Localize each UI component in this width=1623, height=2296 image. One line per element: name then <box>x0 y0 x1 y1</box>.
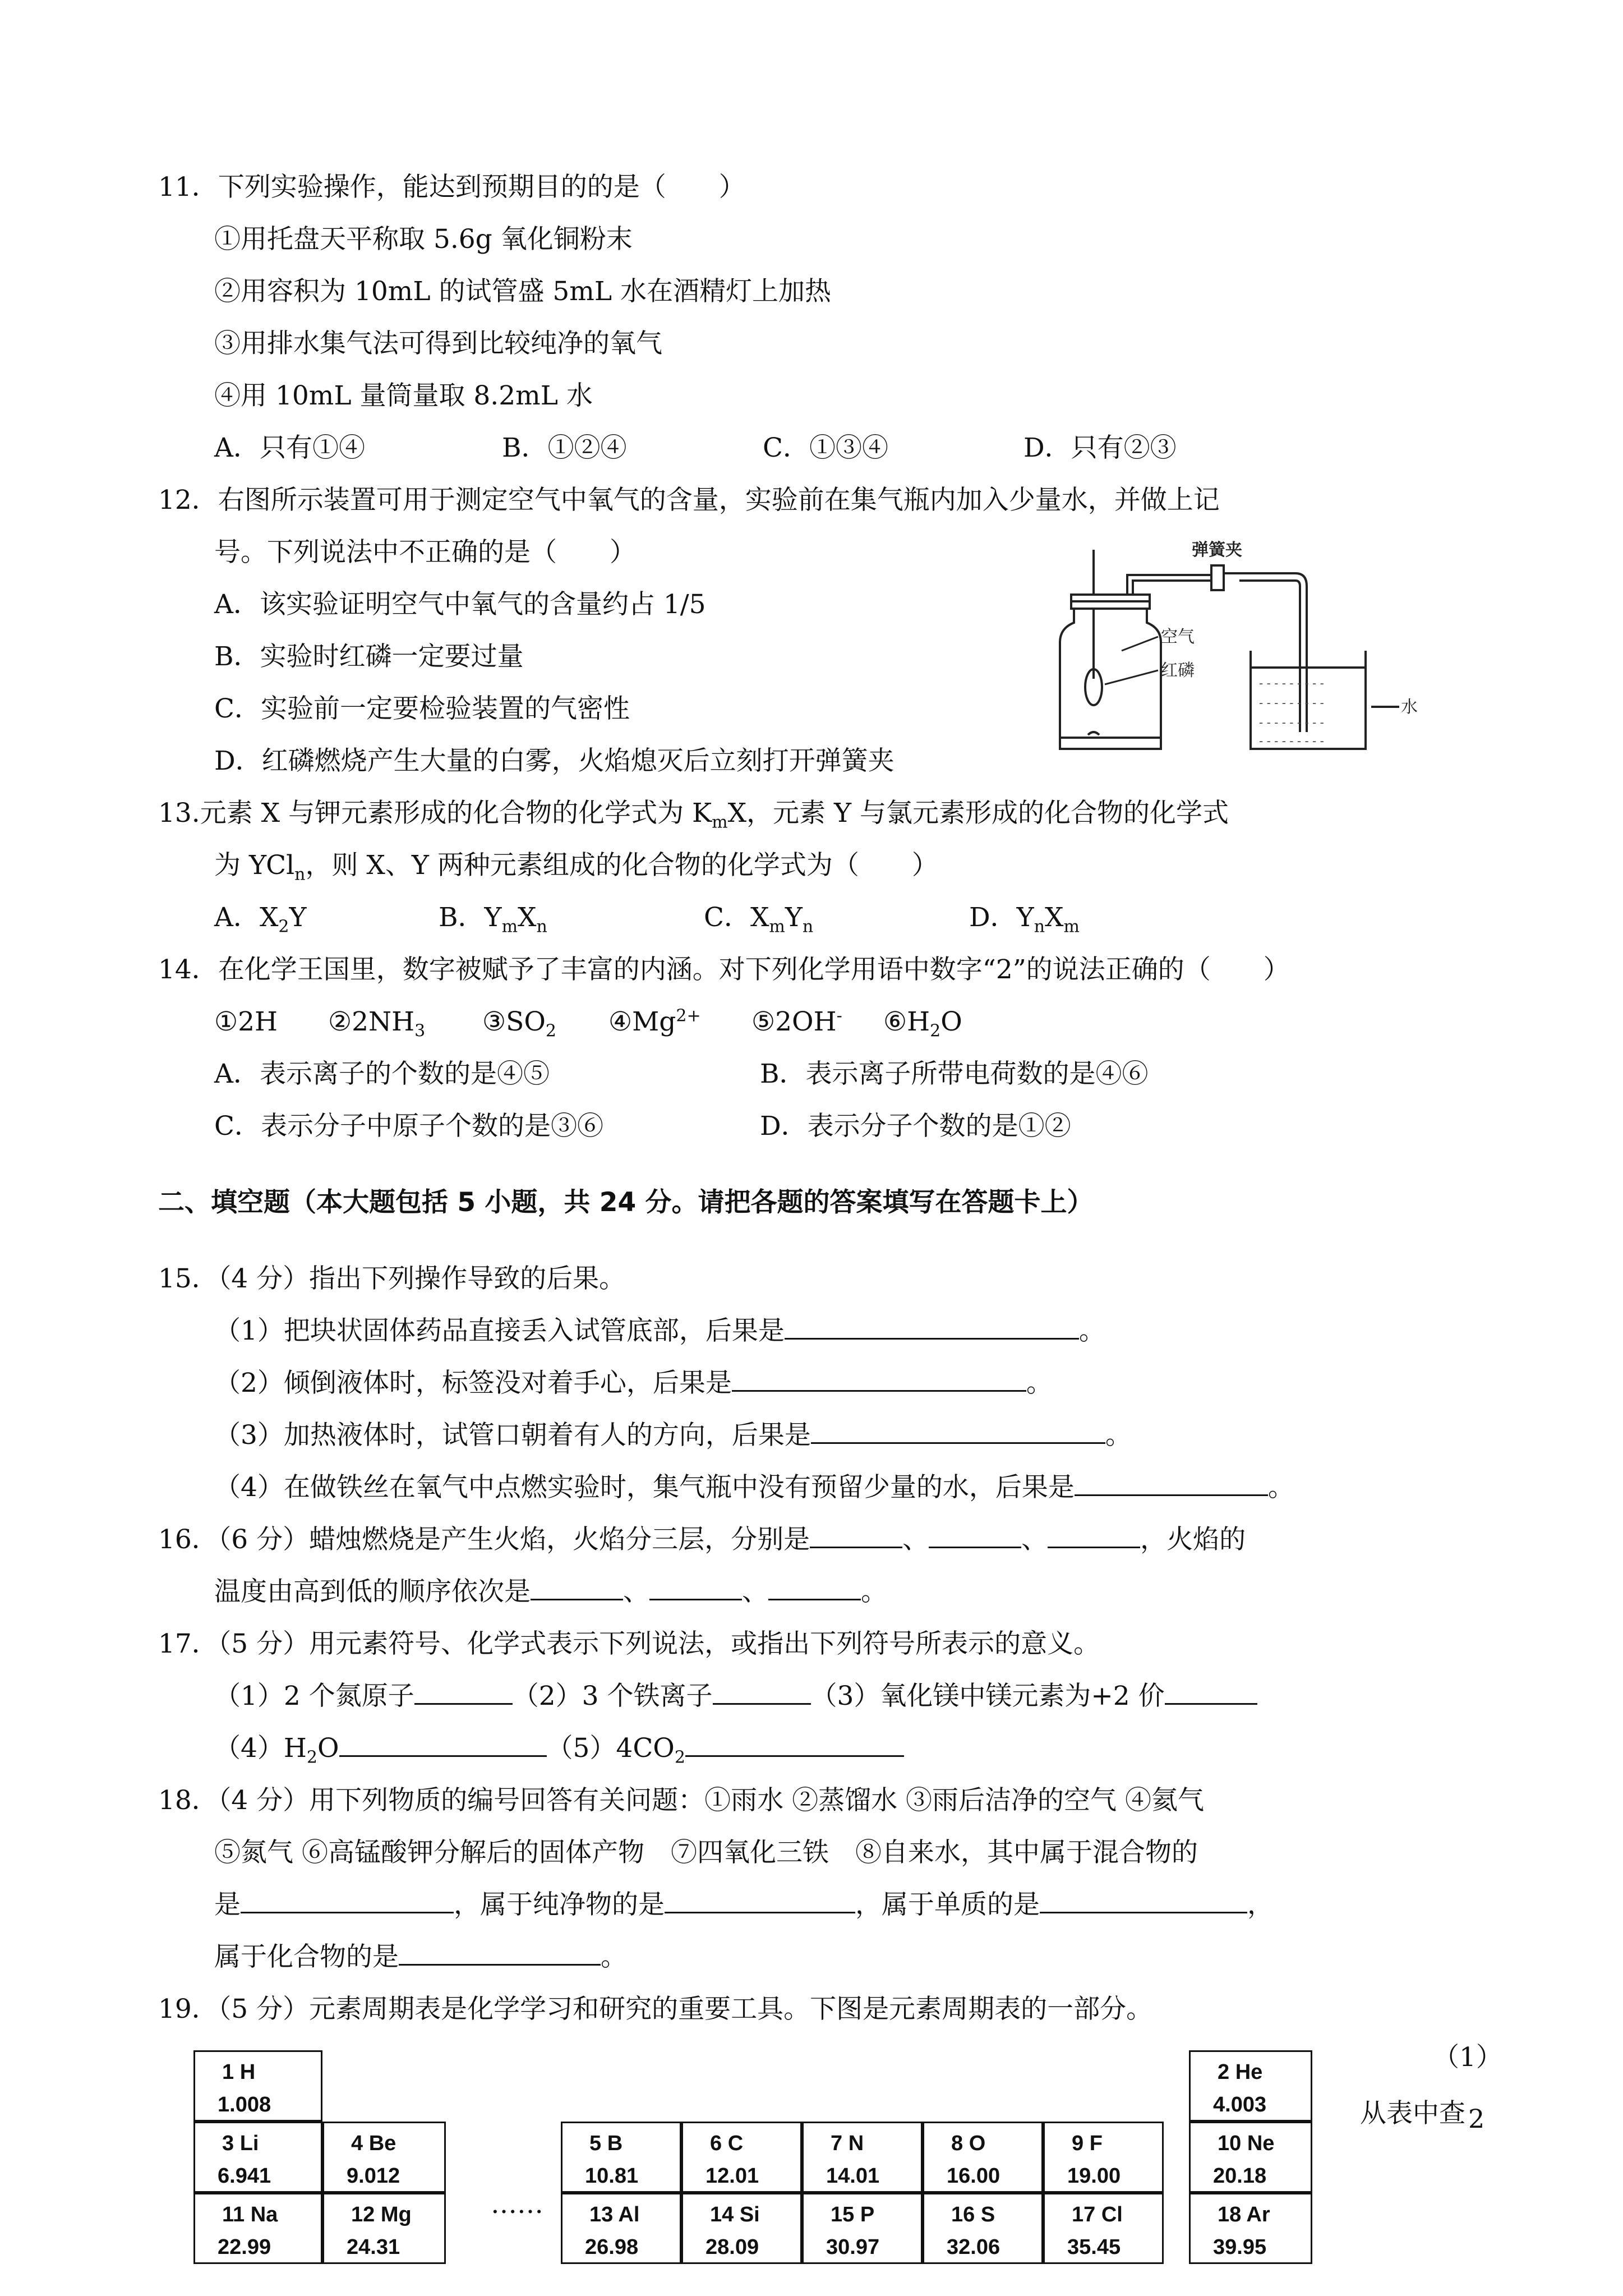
q12-option-b: B．实验时红磷一定要过量 <box>214 641 524 672</box>
q13-option-c: C．$X_mY_n$ <box>704 902 814 937</box>
q13-line-1: 13.元素 X 与钾元素形成的化合物的化学式为 $K_mX$，元素 Y 与氯元素形成的化合物的化学式 <box>158 798 1229 832</box>
q16-blank-6[interactable] <box>768 1576 861 1600</box>
q17-blank-2[interactable] <box>713 1681 811 1705</box>
q15-item-4: （4）在做铁丝在氧气中点燃实验时，集气瓶中没有预留少量的水，后果是 。 <box>214 1472 1294 1503</box>
q14-symbol-4: $④Mg^{2+}$ <box>608 1006 701 1037</box>
q13-option-b: B．$Y_mX_n$ <box>439 902 547 937</box>
element-number-symbol: 4 Be <box>351 2132 396 2155</box>
element-number-symbol: 12 Mg <box>351 2203 412 2226</box>
q15-item-1: （1）把块状固体药品直接丢入试管底部，后果是 。 <box>214 1315 1105 1346</box>
element-cell-be <box>322 2122 446 2193</box>
q18-blank-3[interactable] <box>1040 1889 1247 1913</box>
q17-row-1: （1）2 个氮原子 （2）3 个铁离子 （3）氧化镁中镁元素为+2 价 <box>214 1680 1257 1713</box>
q19-side-2: 从表中查 <box>1360 2098 1465 2129</box>
q19-stem: 19．（5 分）元素周期表是化学学习和研究的重要工具。下图是元素周期表的一部分。 <box>158 1994 1153 2024</box>
svg-text:- - - - - - - - -: - - - - - - - - - <box>1259 677 1324 690</box>
element-cell-si <box>681 2193 802 2264</box>
element-mass: 35.45 <box>1067 2235 1121 2259</box>
air-label: 空气 <box>1161 627 1195 647</box>
q11-item-3: ③用排水集气法可得到比较纯净的氧气 <box>214 328 662 359</box>
element-number-symbol: 17 Cl <box>1072 2203 1123 2226</box>
element-cell-ar <box>1189 2193 1312 2264</box>
element-mass: 6.941 <box>218 2164 271 2188</box>
oxygen-measurement-apparatus-figure <box>1049 539 1430 752</box>
element-number-symbol: 11 Na <box>222 2203 278 2226</box>
element-number-symbol: 3 Li <box>222 2132 259 2155</box>
q17-blank-5[interactable] <box>685 1733 904 1757</box>
q18-line-1: 18．（4 分）用下列物质的编号回答有关问题：①雨水 ②蒸馏水 ③雨后洁净的空气 ④氦气 <box>158 1785 1204 1816</box>
element-mass: 30.97 <box>826 2235 880 2259</box>
q16-line-2: 温度由高到低的顺序依次是 、 、 。 <box>214 1576 887 1607</box>
q14-option-c: C．表示分子中原子个数的是③⑥ <box>214 1111 603 1142</box>
q11-item-4: ④用 10mL 量筒量取 8.2mL 水 <box>214 380 593 411</box>
element-cell-n <box>802 2122 923 2193</box>
q15-blank-4[interactable] <box>1075 1472 1268 1496</box>
element-cell-h <box>193 2050 322 2122</box>
q14-option-a: A．表示离子的个数的是④⑤ <box>214 1059 550 1089</box>
element-number-symbol: 6 C <box>710 2132 744 2155</box>
q17-row-2: $(4)H_2O$ $(5)4CO_2$ <box>214 1732 904 1765</box>
page-number: 2 <box>1468 2104 1485 2134</box>
q13-option-a: A．$X_2Y$ <box>214 902 307 937</box>
element-number-symbol: 9 F <box>1072 2132 1103 2155</box>
element-number-symbol: 1 H <box>222 2060 256 2084</box>
section-2-heading: 二、填空题（本大题包括 5 小题，共 24 分。请把各题的答案填写在答题卡上） <box>158 1187 1094 1218</box>
element-mass: 26.98 <box>585 2235 639 2259</box>
element-cell-p <box>802 2193 923 2264</box>
q14-symbol-3: $③SO_2$ <box>482 1006 556 1041</box>
element-cell-li <box>193 2122 322 2193</box>
q14-option-b: B．表示离子所带电荷数的是④⑥ <box>760 1059 1149 1089</box>
q15-blank-2[interactable] <box>732 1368 1026 1392</box>
element-mass: 1.008 <box>218 2093 271 2116</box>
element-cell-ne <box>1189 2122 1312 2193</box>
q16-line-1: 16．（6 分）蜡烛燃烧是产生火焰，火焰分三层，分别是 、 、 ，火焰的 <box>158 1524 1246 1555</box>
clip-label: 弹簧夹 <box>1192 540 1242 560</box>
element-cell-na <box>193 2193 322 2264</box>
element-number-symbol: 10 Ne <box>1218 2132 1275 2155</box>
q12-stem-2: 号。下列说法中不正确的是（ ） <box>214 537 636 568</box>
q19-side-1: （1） <box>1433 2042 1502 2073</box>
q15-blank-1[interactable] <box>785 1315 1079 1340</box>
q16-blank-5[interactable] <box>649 1576 742 1600</box>
q15-item-2: （2）倾倒液体时，标签没对着手心，后果是 。 <box>214 1368 1053 1398</box>
q11-item-1: ①用托盘天平称取 5.6g 氧化铜粉末 <box>214 224 633 255</box>
q18-blank-1[interactable] <box>241 1889 454 1913</box>
svg-text:- - - - - - - - -: - - - - - - - - - <box>1259 696 1324 710</box>
element-number-symbol: 14 Si <box>710 2203 760 2226</box>
q11-option-c: C．①③④ <box>763 432 888 463</box>
element-cell-o <box>923 2122 1043 2193</box>
q11-option-d: D．只有②③ <box>1023 432 1177 463</box>
q17-stem: 17．（5 分）用元素符号、化学式表示下列说法，或指出下列符号所表示的意义。 <box>158 1628 1100 1659</box>
element-cell-f <box>1043 2122 1164 2193</box>
q14-stem: 14．在化学王国里，数字被赋予了丰富的内涵。对下列化学用语中数字“2”的说法正确的（ ） <box>158 954 1290 985</box>
element-number-symbol: 5 B <box>589 2132 623 2155</box>
q13-option-d: D．$Y_nX_m$ <box>969 902 1080 937</box>
q12-option-c: C．实验前一定要检验装置的气密性 <box>214 693 630 724</box>
element-mass: 10.81 <box>585 2164 639 2188</box>
element-number-symbol: 8 O <box>951 2132 986 2155</box>
element-cell-mg <box>322 2193 446 2264</box>
q18-blank-4[interactable] <box>399 1941 601 1966</box>
element-number-symbol: 18 Ar <box>1218 2203 1270 2226</box>
element-mass: 4.003 <box>1213 2093 1267 2116</box>
water-label: 水 <box>1401 697 1418 717</box>
q16-blank-3[interactable] <box>1048 1524 1140 1548</box>
element-mass: 39.95 <box>1213 2235 1267 2259</box>
q14-symbol-1: ①2H <box>214 1006 278 1037</box>
element-number-symbol: 15 P <box>831 2203 875 2226</box>
q17-blank-3[interactable] <box>1165 1681 1257 1705</box>
element-mass: 24.31 <box>347 2235 400 2259</box>
q11-option-b: B．①②④ <box>502 432 627 463</box>
element-mass: 32.06 <box>947 2235 1000 2259</box>
q18-line-3: 是 ，属于纯净物的是 ，属于单质的是 ， <box>214 1889 1274 1920</box>
q18-blank-2[interactable] <box>665 1889 855 1913</box>
element-number-symbol: 16 S <box>951 2203 995 2226</box>
phosphorus-label: 红磷 <box>1161 661 1195 680</box>
element-number-symbol: 7 N <box>831 2132 864 2155</box>
element-cell-b <box>561 2122 681 2193</box>
q18-line-4: 属于化合物的是 。 <box>214 1941 627 1972</box>
element-mass: 22.99 <box>218 2235 271 2259</box>
q11-item-2: ②用容积为 10mL 的试管盛 5mL 水在酒精灯上加热 <box>214 276 832 307</box>
svg-text:- - - - - - - - -: - - - - - - - - - <box>1259 734 1324 748</box>
q16-blank-2[interactable] <box>929 1524 1021 1548</box>
q11-option-a: A．只有①④ <box>214 432 365 463</box>
q14-symbol-6: $⑥H_2O$ <box>883 1006 962 1041</box>
q14-symbol-5: ⑤2OH- <box>751 1006 842 1037</box>
element-cell-s <box>923 2193 1043 2264</box>
element-mass: 19.00 <box>1067 2164 1121 2188</box>
element-mass: 16.00 <box>947 2164 1000 2188</box>
element-cell-cl <box>1043 2193 1164 2264</box>
svg-text:- - - - - - - - -: - - - - - - - - - <box>1259 716 1324 729</box>
element-mass: 14.01 <box>826 2164 880 2188</box>
q12-option-a: A．该实验证明空气中氧气的含量约占 1/5 <box>214 589 706 620</box>
q14-symbol-2: $②2NH_3$ <box>328 1006 426 1041</box>
element-mass: 28.09 <box>706 2235 759 2259</box>
q15-stem: 15．（4 分）指出下列操作导致的后果。 <box>158 1263 626 1294</box>
element-number-symbol: 2 He <box>1218 2060 1263 2084</box>
periodic-table-ellipsis: …… <box>491 2189 543 2220</box>
q11-stem: 11．下列实验操作，能达到预期目的的是（ ） <box>158 172 745 203</box>
q17-blank-4[interactable] <box>339 1733 547 1757</box>
q15-blank-3[interactable] <box>811 1420 1105 1444</box>
element-cell-al <box>561 2193 681 2264</box>
q16-blank-1[interactable] <box>810 1524 902 1548</box>
element-cell-c <box>681 2122 802 2193</box>
q12-option-d: D．红磷燃烧产生大量的白雾，火焰熄灭后立刻打开弹簧夹 <box>214 746 895 776</box>
q13-line-2: 为 YCl$_n$，则 X、Y 两种元素组成的化合物的化学式为（ ） <box>214 850 938 885</box>
q16-blank-4[interactable] <box>531 1576 623 1600</box>
water-dots <box>1259 677 1324 748</box>
element-mass: 9.012 <box>347 2164 400 2188</box>
q17-blank-1[interactable] <box>414 1681 513 1705</box>
q12-stem-1: 12．右图所示装置可用于测定空气中氧气的含量，实验前在集气瓶内加入少量水，并做上记 <box>158 485 1220 516</box>
element-cell-he <box>1189 2050 1312 2122</box>
element-mass: 12.01 <box>706 2164 759 2188</box>
element-mass: 20.18 <box>1213 2164 1267 2188</box>
q14-option-d: D．表示分子个数的是①② <box>760 1111 1071 1142</box>
q15-item-3: （3）加热液体时，试管口朝着有人的方向，后果是 。 <box>214 1420 1132 1451</box>
element-number-symbol: 13 Al <box>589 2203 640 2226</box>
q18-line-2: ⑤氮气 ⑥高锰酸钾分解后的固体产物 ⑦四氧化三铁 ⑧自来水，其中属于混合物的 <box>214 1837 1198 1868</box>
